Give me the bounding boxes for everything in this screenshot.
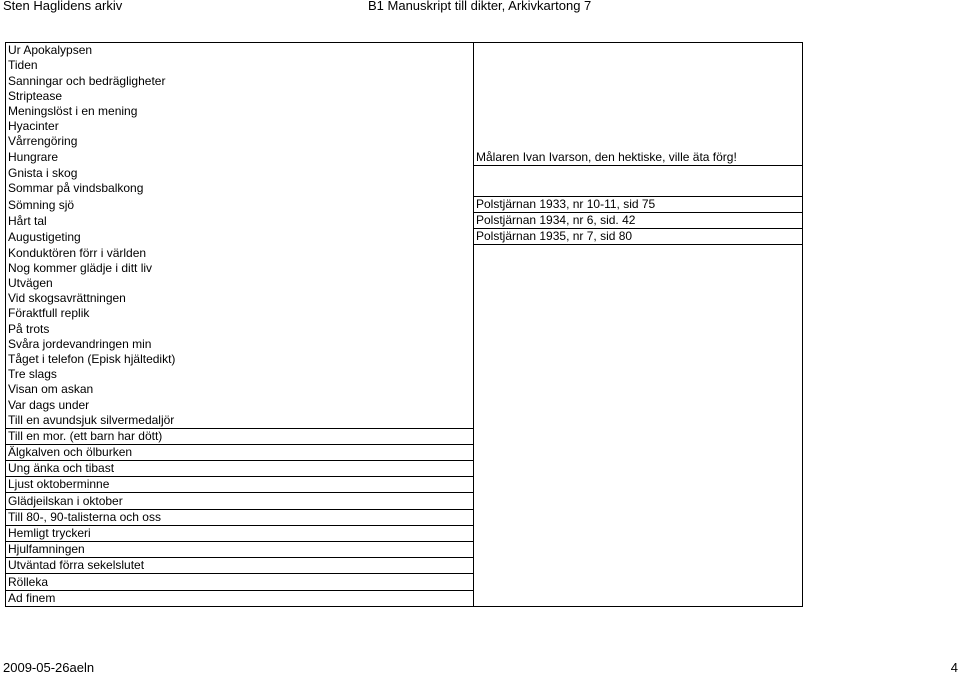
table-row [6, 428, 803, 444]
document-title: B1 Manuskript till dikter, Arkivkartong 7 [368, 0, 592, 13]
poem-title-cell: Sanningar och bedrägligheter [6, 73, 474, 88]
publication-note-cell [474, 413, 803, 429]
page-number: 4 [950, 660, 958, 675]
table-row [6, 119, 803, 134]
publication-note-cell [474, 574, 803, 590]
page-header [0, 0, 960, 16]
table-row [6, 558, 803, 574]
table-row [6, 58, 803, 73]
poem-title-cell: Rölleka [6, 574, 474, 590]
publication-note-cell [474, 291, 803, 306]
publication-note-cell [474, 43, 803, 59]
table-row [6, 89, 803, 104]
publication-note-cell [474, 58, 803, 73]
publication-note-cell [474, 337, 803, 352]
poem-title-cell: Ung änka och tibast [6, 461, 474, 477]
publication-note-cell [474, 134, 803, 149]
table-row [6, 542, 803, 558]
table-row [6, 461, 803, 477]
poem-title-cell: Till en mor. (ett barn har dött) [6, 428, 474, 444]
table-row [6, 291, 803, 306]
table-row [6, 73, 803, 88]
table-row [6, 229, 803, 245]
poem-title-cell: Ur Apokalypsen [6, 43, 474, 59]
publication-note-cell [474, 89, 803, 104]
publication-note-cell [474, 590, 803, 606]
table-row [6, 321, 803, 336]
poem-title-cell: Sommar på vindsbalkong [6, 181, 474, 197]
poem-title-cell: Hjulfamningen [6, 542, 474, 558]
publication-note-cell [474, 181, 803, 197]
poem-title-cell: Ad finem [6, 590, 474, 606]
publication-note-cell [474, 428, 803, 444]
table-row [6, 165, 803, 181]
publication-note-cell [474, 73, 803, 88]
table-row [6, 306, 803, 321]
poem-title-cell: Gnista i skog [6, 165, 474, 181]
publication-note-cell [474, 321, 803, 336]
archive-title: Sten Haglidens arkiv [3, 0, 123, 13]
publication-note-cell: Målaren Ivan Ivarson, den hektiske, ville äta förg! [474, 149, 803, 165]
publication-note-cell [474, 245, 803, 261]
poem-title-cell: Striptease [6, 89, 474, 104]
table-row [6, 196, 803, 212]
table-row [6, 181, 803, 197]
poem-title-cell: Föraktfull replik [6, 306, 474, 321]
publication-note-cell [474, 509, 803, 525]
table-row [6, 149, 803, 165]
footer-date: 2009-05-26aeln [3, 660, 95, 675]
publication-note-cell [474, 306, 803, 321]
poem-title-cell: Tre slags [6, 367, 474, 382]
poem-title-cell: Hungrare [6, 149, 474, 165]
publication-note-cell [474, 352, 803, 367]
publication-note-cell: Polstjärnan 1934, nr 6, sid. 42 [474, 213, 803, 229]
poem-title-cell: Tiden [6, 58, 474, 73]
poem-table [5, 42, 803, 607]
table-row [6, 413, 803, 429]
table-row [6, 213, 803, 229]
publication-note-cell [474, 165, 803, 181]
table-row [6, 477, 803, 493]
publication-note-cell [474, 397, 803, 412]
poem-title-cell: Hårt tal [6, 213, 474, 229]
poem-title-cell: Hemligt tryckeri [6, 525, 474, 541]
poem-title-cell: Utvägen [6, 276, 474, 291]
publication-note-cell: Polstjärnan 1935, nr 7, sid 80 [474, 229, 803, 245]
table-row [6, 509, 803, 525]
poem-title-cell: Sömning sjö [6, 196, 474, 212]
table-row [6, 574, 803, 590]
table-row [6, 525, 803, 541]
poem-title-cell: Glädjeilskan i oktober [6, 493, 474, 509]
poem-title-cell: Augustigeting [6, 229, 474, 245]
table-row [6, 134, 803, 149]
poem-title-cell: Meningslöst i en mening [6, 104, 474, 119]
poem-title-cell: Visan om askan [6, 382, 474, 397]
publication-note-cell [474, 558, 803, 574]
publication-note-cell [474, 493, 803, 509]
table-row [6, 245, 803, 261]
table-row [6, 104, 803, 119]
publication-note-cell [474, 444, 803, 460]
publication-note-cell [474, 542, 803, 558]
table-row [6, 590, 803, 606]
table-row [6, 337, 803, 352]
poem-title-cell: Ljust oktoberminne [6, 477, 474, 493]
publication-note-cell [474, 525, 803, 541]
poem-title-cell: Till en avundsjuk silvermedaljör [6, 413, 474, 429]
table-row [6, 382, 803, 397]
table-row [6, 444, 803, 460]
table-row [6, 397, 803, 412]
poem-title-cell: Vid skogsavrättningen [6, 291, 474, 306]
poem-title-cell: Tåget i telefon (Episk hjältedikt) [6, 352, 474, 367]
table-row [6, 493, 803, 509]
publication-note-cell [474, 477, 803, 493]
table-row [6, 367, 803, 382]
publication-note-cell [474, 119, 803, 134]
poem-title-cell: Vårrengöring [6, 134, 474, 149]
poem-title-cell: Nog kommer glädje i ditt liv [6, 261, 474, 276]
publication-note-cell [474, 261, 803, 276]
publication-note-cell [474, 461, 803, 477]
poem-title-cell: Till 80-, 90-talisterna och oss [6, 509, 474, 525]
poem-title-cell: Konduktören förr i världen [6, 245, 474, 261]
publication-note-cell [474, 367, 803, 382]
poem-title-cell: Älgkalven och ölburken [6, 444, 474, 460]
table-row [6, 352, 803, 367]
poem-title-cell: Utväntad förra sekelslutet [6, 558, 474, 574]
poem-title-cell: På trots [6, 321, 474, 336]
poem-title-cell: Var dags under [6, 397, 474, 412]
publication-note-cell [474, 382, 803, 397]
table-row [6, 276, 803, 291]
table-row [6, 43, 803, 59]
table-row [6, 261, 803, 276]
poem-title-cell: Svåra jordevandringen min [6, 337, 474, 352]
publication-note-cell [474, 104, 803, 119]
publication-note-cell: Polstjärnan 1933, nr 10-11, sid 75 [474, 196, 803, 212]
poem-title-cell: Hyacinter [6, 119, 474, 134]
publication-note-cell [474, 276, 803, 291]
